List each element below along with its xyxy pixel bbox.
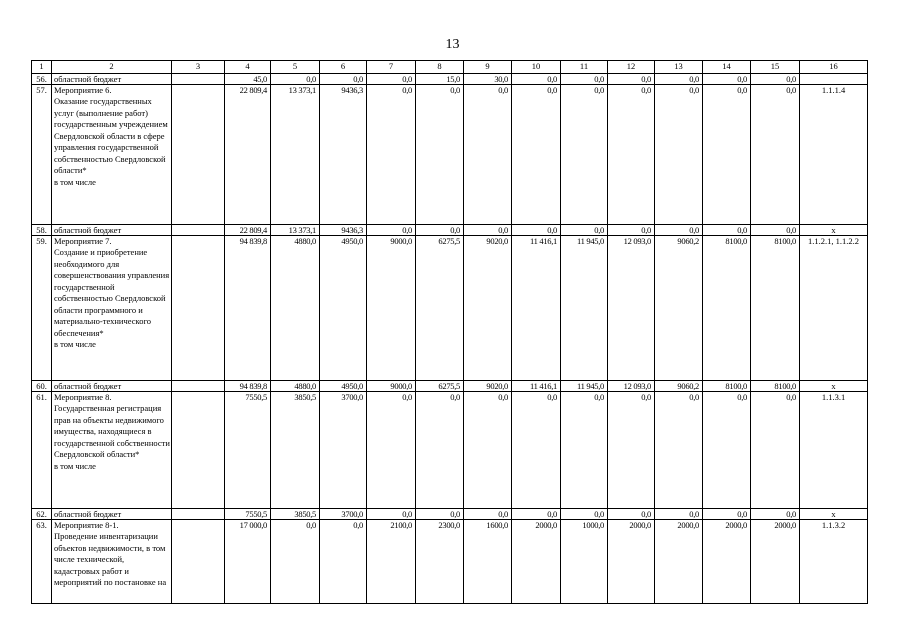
cell-value: 11 416,1 [512,235,561,380]
cell-value: 0,0 [655,224,703,235]
cell-col3 [172,391,225,508]
column-header: 6 [320,61,367,74]
cell-value: 0,0 [464,391,512,508]
cell-col3 [172,84,225,224]
column-header: 11 [561,61,608,74]
column-header: 12 [608,61,655,74]
cell-col3 [172,380,225,391]
row-number: 58. [32,224,52,235]
row-name: Мероприятие 6. Оказание государственных услуг (выполнение работ) государственным учреждением Свердловской области в сфере управления государственной собственностью Свердловской области* в том числе [52,84,172,224]
cell-value: 3850,5 [271,391,320,508]
cell-value: 0,0 [655,84,703,224]
cell-value: 0,0 [512,391,561,508]
cell-value: 0,0 [561,224,608,235]
cell-value: 0,0 [608,84,655,224]
cell-col3 [172,508,225,519]
cell-value: 4950,0 [320,380,367,391]
cell-value: 17 000,0 [225,519,271,603]
cell-value: 0,0 [464,84,512,224]
column-header: 14 [703,61,751,74]
cell-value: 11 416,1 [512,380,561,391]
cell-value: 0,0 [512,73,561,84]
cell-value: 30,0 [464,73,512,84]
cell-value: 2300,0 [416,519,464,603]
cell-value: 0,0 [703,224,751,235]
cell-value: 4950,0 [320,235,367,380]
cell-value: 0,0 [703,391,751,508]
row-number: 62. [32,508,52,519]
cell-value: 22 809,4 [225,84,271,224]
budget-table [31,60,868,604]
cell-value: 7550,5 [225,508,271,519]
table-row [32,519,868,603]
cell-value: 11 945,0 [561,380,608,391]
cell-value: 0,0 [367,73,416,84]
target-indicator: 1.1.1.4 [800,84,868,224]
cell-value: 9020,0 [464,380,512,391]
row-name: областной бюджет [52,508,172,519]
cell-value: 0,0 [655,73,703,84]
target-indicator: х [800,508,868,519]
cell-col3 [172,224,225,235]
cell-value: 6275,5 [416,380,464,391]
cell-value: 3850,5 [271,508,320,519]
row-number: 63. [32,519,52,603]
cell-value: 94 839,8 [225,235,271,380]
column-header: 3 [172,61,225,74]
row-number: 60. [32,380,52,391]
target-indicator: 1.1.2.1, 1.1.2.2 [800,235,868,380]
cell-value: 2000,0 [751,519,800,603]
cell-value: 0,0 [608,73,655,84]
cell-value: 13 373,1 [271,224,320,235]
row-name: Мероприятие 8. Государственная регистрация прав на объекты недвижимого имущества, находящиеся в государственной собственности Свердловской области* в том числе [52,391,172,508]
cell-value: 2000,0 [703,519,751,603]
column-header: 15 [751,61,800,74]
cell-value: 1600,0 [464,519,512,603]
cell-value: 0,0 [512,84,561,224]
cell-value: 15,0 [416,73,464,84]
column-header: 9 [464,61,512,74]
cell-value: 3700,0 [320,391,367,508]
column-header: 5 [271,61,320,74]
cell-value: 0,0 [512,224,561,235]
column-header: 10 [512,61,561,74]
row-name: областной бюджет [52,380,172,391]
table-row [32,391,868,508]
cell-value: 8100,0 [703,235,751,380]
cell-value: 0,0 [320,73,367,84]
page-number: 13 [445,37,460,52]
cell-col3 [172,235,225,380]
cell-value: 8100,0 [703,380,751,391]
cell-value: 2000,0 [608,519,655,603]
cell-value: 12 093,0 [608,380,655,391]
row-number: 57. [32,84,52,224]
cell-value: 6275,5 [416,235,464,380]
cell-value: 9436,3 [320,84,367,224]
cell-value: 0,0 [464,224,512,235]
cell-value: 0,0 [416,391,464,508]
cell-value: 0,0 [751,73,800,84]
cell-value: 0,0 [271,519,320,603]
cell-value: 8100,0 [751,235,800,380]
table-row [32,508,868,519]
row-name: Мероприятие 7. Создание и приобретение необходимого для совершенствования управления государственной собственностью Свердловской области программного и материально-технического обеспечения* в том числе [52,235,172,380]
cell-value: 11 945,0 [561,235,608,380]
cell-value: 0,0 [751,508,800,519]
cell-value: 0,0 [561,508,608,519]
column-header: 16 [800,61,868,74]
cell-value: 0,0 [320,519,367,603]
cell-value: 9000,0 [367,235,416,380]
cell-value: 4880,0 [271,380,320,391]
table-row [32,84,868,224]
cell-value: 2000,0 [512,519,561,603]
cell-value: 0,0 [751,224,800,235]
row-number: 61. [32,391,52,508]
cell-value: 0,0 [703,73,751,84]
target-indicator: 1.1.3.2 [800,519,868,603]
target-indicator: 1.1.3.1 [800,391,868,508]
column-header: 4 [225,61,271,74]
row-number: 56. [32,73,52,84]
row-number: 59. [32,235,52,380]
cell-value: 9436,3 [320,224,367,235]
row-name: областной бюджет [52,224,172,235]
cell-value: 0,0 [367,84,416,224]
cell-value: 0,0 [608,508,655,519]
cell-value: 0,0 [367,224,416,235]
cell-value: 0,0 [367,391,416,508]
target-indicator: х [800,224,868,235]
cell-value: 0,0 [416,508,464,519]
cell-value: 0,0 [751,391,800,508]
column-header: 2 [52,61,172,74]
cell-value: 3700,0 [320,508,367,519]
cell-value: 9020,0 [464,235,512,380]
cell-value: 0,0 [703,84,751,224]
cell-value: 9060,2 [655,235,703,380]
cell-value: 0,0 [416,84,464,224]
table-row [32,73,868,84]
cell-col3 [172,519,225,603]
cell-value: 0,0 [561,73,608,84]
cell-value: 9000,0 [367,380,416,391]
cell-value: 0,0 [367,508,416,519]
cell-value: 9060,2 [655,380,703,391]
table-row [32,235,868,380]
table-row [32,224,868,235]
cell-value: 8100,0 [751,380,800,391]
row-name: Мероприятие 8-1. Проведение инвентаризации объектов недвижимости, в том числе технической, кадастровых работ и мероприятий по постановке на [52,519,172,603]
row-name: областной бюджет [52,73,172,84]
cell-value: 0,0 [608,391,655,508]
target-indicator [800,73,868,84]
cell-value: 22 809,4 [225,224,271,235]
column-header: 13 [655,61,703,74]
cell-value: 7550,5 [225,391,271,508]
cell-value: 13 373,1 [271,84,320,224]
column-header: 1 [32,61,52,74]
cell-value: 0,0 [561,84,608,224]
column-header: 7 [367,61,416,74]
cell-value: 45,0 [225,73,271,84]
cell-value: 0,0 [561,391,608,508]
cell-value: 0,0 [416,224,464,235]
cell-value: 94 839,8 [225,380,271,391]
cell-value: 2000,0 [655,519,703,603]
cell-value: 0,0 [655,508,703,519]
cell-value: 4880,0 [271,235,320,380]
column-header: 8 [416,61,464,74]
cell-value: 0,0 [655,391,703,508]
target-indicator: х [800,380,868,391]
cell-value: 2100,0 [367,519,416,603]
cell-value: 0,0 [512,508,561,519]
cell-value: 1000,0 [561,519,608,603]
cell-col3 [172,73,225,84]
cell-value: 0,0 [464,508,512,519]
table-row [32,380,868,391]
cell-value: 12 093,0 [608,235,655,380]
cell-value: 0,0 [703,508,751,519]
cell-value: 0,0 [608,224,655,235]
header-row [32,61,868,74]
cell-value: 0,0 [271,73,320,84]
cell-value: 0,0 [751,84,800,224]
